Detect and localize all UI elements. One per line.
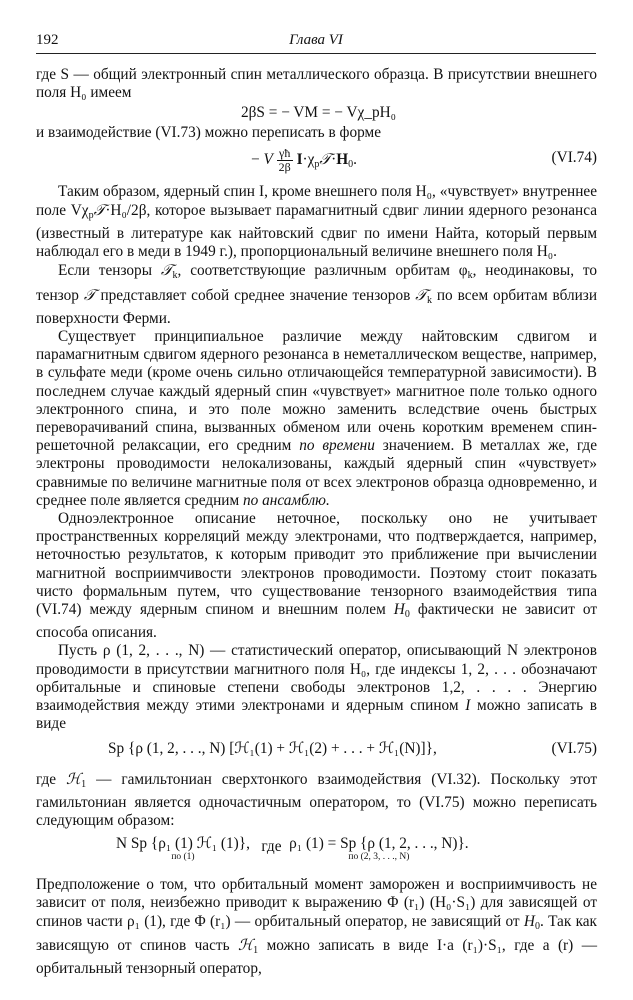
paragraph-1: где S — общий электронный спин металлического образца. В присутствии внешнего поля H₀ имеем [36,66,597,102]
equation-formula: Sp {ρ (1, 2, . . ., N) [ℋ₁(1) + ℋ₁(2) + . . . + ℋ₁(N)]}, [108,739,437,757]
paragraph-9: Предположение о том, что орбитальный момент заморожен и восприимчивость не зависит от поля, неизбежно приводит к выражению Φ (r₁) (H₀·S₁) для зависящей от спинов части ρ₁ (1), где Φ (r₁) — орбитальный оператор, не зависящий от $H_0$. Так как зависящую от спинов часть ℋ$_1$ можно записать в виде I·a (r₁)·S₁, где a (r) — орбитальный тензорный оператор, [36,876,597,977]
equation-number: (VI.75) [551,739,597,757]
paragraph-8: где ℋ$_1$ — гамильтониан сверхтонкого взаимодействия (VI.32). Поскольку этот гамильтониан является одночастичным оператором, то (VI.75) можно переписать следующим образом: [36,769,598,829]
page-number: 192 [36,32,59,48]
paragraph-5: Существует принципиальное различие между найтовским сдвигом и парамагнитным сдвигом ядерного резонанса в неметаллическом веществе, например, в сульфате меди (кроме очень сильно отличающейся температурной зависимости). В последнем случае каждый ядерный спин «чувствует» магнитное поле только одного электронного спина, и это поле можно заменить вследствие очень быстрых переворачиваний спина, вызванных обменом или очень коротким временем спин-решеточной релаксации, его средним по времени значением. В металлах же, где электроны проводимости нелокализованы, каждый ядерный спин «чувствует» сравнимые по величине магнитные поля от всех электронов образца одновременно, и среднее поле является средним по ансамблю. [36,328,598,509]
equation-formula: N Sp {ρ₁ (1) ℋ₁ (1)}, по (1) где ρ₁ (1) = Sp {ρ (1, 2, . . ., N)}. по (2, 3, . . ., N) [116,835,469,863]
equation-text: 2βS = − VM = − Vχ_pH₀ [241,104,397,122]
paragraph-2: и взаимодействие (VI.73) можно переписать в форме [36,124,381,142]
chapter-title: Глава VI [289,32,343,48]
page-header [36,28,596,54]
paragraph-3: Таким образом, ядерный спин I, кроме внешнего поля H₀, «чувствует» внутреннее поле $V\chi_p𝒯\cdot H_0/2\beta$, которое вызывает парамагнитный сдвиг линии ядерного резонанса (известный в литературе как найтовский сдвиг по имени Найта, который первым наблюдал его в меди в 1949 г.), пропорциональный величине внешнего поля H₀. [36,182,597,261]
paragraph-7: Пусть ρ (1, 2, . . ., N) — статистический оператор, описывающий N электронов проводимости в присутствии магнитного поля H₀, где индексы 1, 2, . . . обозначают орбитальные и спиновые степени свободы электронов 1,2, . . . . Энергию взаимодействия между этими электронами и ядерным спином I можно записать в виде [36,642,598,733]
equation-vi-75 [36,734,597,764]
equation-vi-74 [36,143,597,177]
paragraph-6: Одноэлектронное описание неточное, поскольку оно не учитывает пространственных корреляций между электронами, что подтверждается, например, неточностью результатов, к которым приводит это приближение при вычислении магнитной восприимчивости электронов проводимости. Поэтому стоит показать чисто формальным путем, что существование тензорного взаимодействия типа (VI.74) между ядерным спином и внешним полем $H_0$ фактически не зависит от способа описания. [36,510,598,642]
page-body [36,66,597,978]
equation-formula: − V $\frac{\gamma ħ}{2\beta}$ $I\cdot\chi_p𝒯\cdot H_0$. [251,145,357,174]
paragraph-4: Если тензоры 𝒯$_k$, соответствующие различным орбитам $\varphi_k$, неодинаковы, то тензор 𝒯 представляет собой среднее значение тензоров 𝒯$_k$ по всем орбитам вблизи поверхности Ферми. [36,261,598,327]
equation-2beta-s [36,102,597,124]
header-rule [36,53,596,54]
equation-reduced-density [36,830,597,870]
equation-number: (VI.74) [551,148,597,166]
